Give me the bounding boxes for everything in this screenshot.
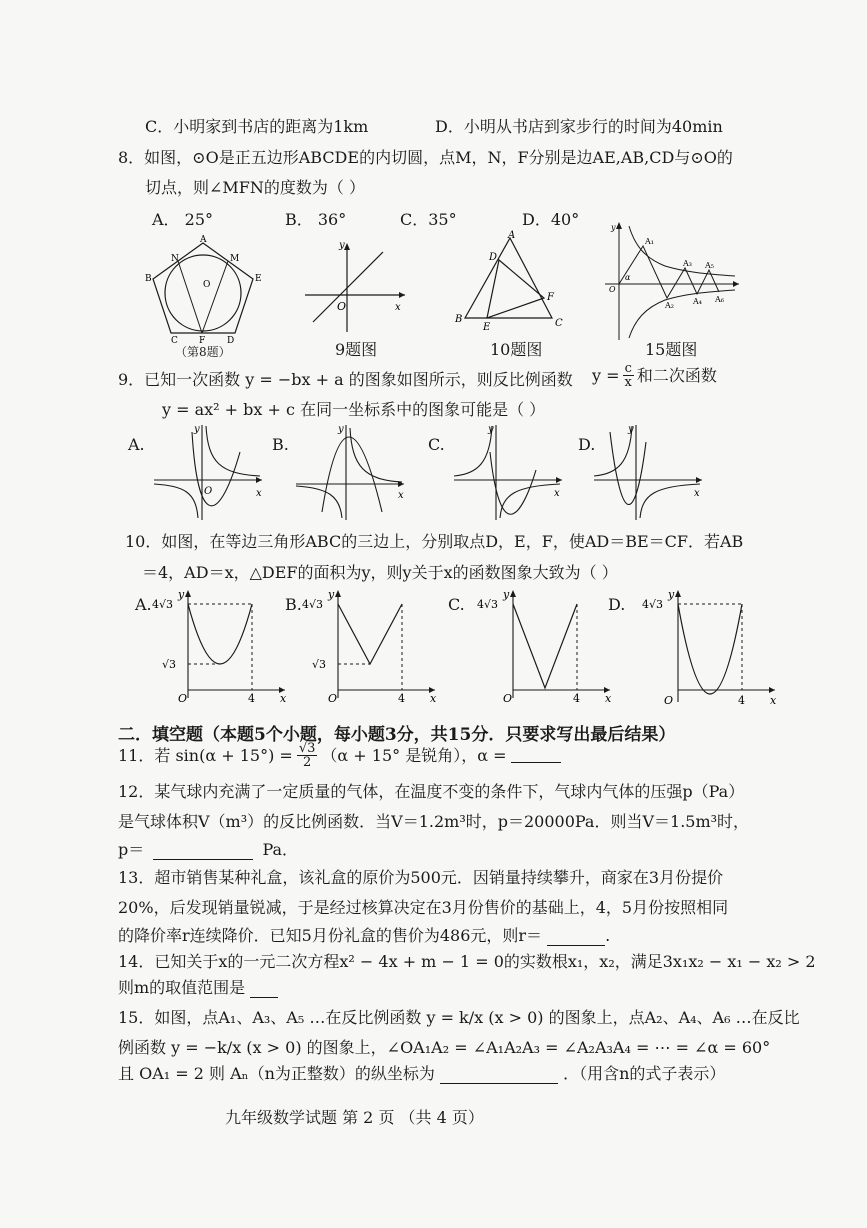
q13-line3: 的降价率r连续降价．已知5月份礼盒的售价为486元，则r＝ [118, 926, 543, 945]
svg-text:x: x [398, 490, 404, 501]
svg-text:M: M [230, 254, 240, 264]
q7-option-d: D．小明从书店到家步行的时间为40min [435, 117, 723, 136]
q9-reciprocal-fraction [623, 362, 634, 389]
q15-line3-suffix: ．（用含n的式子表示） [563, 1064, 726, 1083]
svg-text:F: F [547, 292, 554, 303]
q8-stem-line2: 切点，则∠MFN的度数为（ ） [145, 178, 365, 197]
q12-line3-suffix: Pa． [262, 840, 299, 859]
svg-text:A: A [508, 230, 516, 241]
figure-9-caption: 9题图 [335, 340, 378, 359]
q12-line1: 12．某气球内充满了一定质量的气体，在温度不变的条件下，气球内气体的压强p（Pa） [118, 782, 745, 801]
svg-text:y: y [339, 240, 345, 251]
q10-a-ylabel: y [178, 588, 185, 601]
q10-option-c-graph [475, 588, 615, 706]
svg-text:C: C [171, 336, 178, 346]
svg-text:N: N [171, 254, 179, 264]
q10-option-d-label: D. [608, 595, 626, 614]
q15-line2: 例函数 y = −k/x (x > 0) 的图象上，∠OA₁A₂ = ∠A₁A₂A₃ = ∠A₂A₃A₄ = ⋯ = ∠α = 60° [118, 1038, 771, 1057]
q10-a-xtick: 4 [248, 692, 255, 705]
q10-c-xlabel: x [605, 692, 612, 705]
q9-option-b-graph [292, 422, 407, 522]
q10-option-d-graph [640, 588, 780, 710]
svg-text:A₄: A₄ [693, 297, 702, 306]
svg-text:A₅: A₅ [705, 261, 714, 270]
q10-option-b-label: B. [285, 595, 302, 614]
figure-8-pentagon [145, 235, 265, 345]
q9-reciprocal-function [592, 362, 717, 389]
q9-stem-line1: 9．已知一次函数 y = −bx + a 的图象如图所示，则反比例函数 [118, 370, 573, 389]
svg-text:x: x [694, 488, 700, 499]
svg-text:B: B [145, 274, 152, 284]
q10-b-origin: O [328, 692, 338, 705]
q15-line3 [118, 1064, 725, 1084]
q12-line3 [118, 840, 298, 860]
q15-line3-prefix: 且 OA₁ = 2 则 Aₙ（n为正整数）的纵坐标为 [118, 1064, 435, 1083]
q10-option-a-label: A. [135, 595, 152, 614]
svg-text:B: B [455, 314, 463, 325]
q10-b-ytick-top: 4√3 [302, 598, 324, 611]
q10-b-xtick: 4 [398, 692, 405, 705]
q8-option-b: B． 36° [285, 210, 347, 229]
q9-option-c-label: C. [428, 435, 445, 454]
svg-text:E: E [483, 322, 491, 333]
q10-b-xlabel: x [430, 692, 437, 705]
q8-option-d: D．40° [522, 210, 580, 229]
q8-option-c: C．35° [400, 210, 457, 229]
q10-d-origin: O [664, 694, 674, 707]
q9-option-d-label: D. [578, 435, 596, 454]
q10-d-xlabel: x [770, 694, 777, 707]
q10-option-b-graph [300, 588, 440, 706]
q11-answer-blank [511, 748, 561, 763]
q10-option-c-label: C. [448, 595, 465, 614]
figure-8-caption: （第8题） [175, 345, 231, 359]
section-2-title: 二．填空题（本题5个小题，每小题3分，共15分．只要求写出最后结果） [118, 725, 676, 745]
q10-b-ytick-mid: √3 [312, 658, 327, 671]
q9-stem-line2: y = ax² + bx + c 在同一坐标系中的图象可能是（ ） [162, 400, 546, 419]
q10-d-ylabel: y [668, 588, 675, 601]
q14-line1: 14．已知关于x的一元二次方程x² − 4x + m − 1 = 0的实数根x₁，x₂，满足3x₁x₂ − x₁ − x₂ > 2 [118, 952, 816, 971]
q10-a-ytick-top: 4√3 [152, 598, 174, 611]
svg-text:D: D [227, 336, 235, 346]
svg-text:y: y [194, 424, 200, 435]
figure-9-line-graph [295, 240, 410, 335]
svg-text:x: x [256, 488, 262, 499]
q10-b-ylabel: y [328, 588, 335, 601]
q12-line3-prefix: p＝ [118, 840, 145, 859]
q10-stem-line2: ＝4，AD＝x，△DEF的面积为y，则y关于x的函数图象大致为（ ） [142, 563, 618, 582]
q10-c-xtick: 4 [573, 692, 580, 705]
q14-line2: 则m的取值范围是 [118, 978, 246, 997]
svg-text:O: O [203, 280, 211, 290]
q9-option-a-graph [150, 422, 265, 522]
page-footer: 九年级数学试题 第 2 页 （共 4 页） [225, 1108, 484, 1127]
q15-answer-blank [440, 1067, 558, 1084]
q10-a-ytick-mid: √3 [162, 658, 177, 671]
svg-text:O: O [609, 285, 616, 294]
q9-reciprocal-numerator: c [623, 362, 634, 376]
svg-text:O: O [337, 300, 347, 313]
svg-text:A₂: A₂ [665, 301, 674, 310]
q9-and-quadratic: 和二次函数 [636, 365, 717, 385]
svg-text:C: C [555, 318, 563, 329]
svg-text:x: x [395, 302, 401, 313]
q10-c-ytick-top: 4√3 [477, 598, 499, 611]
q9-reciprocal-denominator: x [624, 375, 632, 390]
q7-option-c: C．小明家到书店的距离为1km [145, 117, 369, 136]
q11-numerator: √3 [298, 741, 316, 756]
q11-lhs: 11．若 sin(α + 15°) = [118, 745, 293, 765]
q8-stem-line1: 8．如图，⊙O是正五边形ABCDE的内切圆，点M，N，F分别是边AE,AB,CD与⊙O的 [118, 148, 733, 167]
q14-answer-blank [250, 981, 278, 998]
q9-option-d-graph [590, 422, 705, 522]
q10-d-ytick-top: 4√3 [642, 598, 664, 611]
figure-10-triangle [455, 232, 570, 337]
figure-10-caption: 10题图 [490, 340, 543, 359]
q13-line3-wrap: 的降价率r连续降价．已知5月份礼盒的售价为486元，则r＝ . [118, 926, 611, 945]
svg-text:y: y [628, 424, 634, 435]
q11-line [118, 742, 561, 769]
q11-rhs: （α + 15° 是锐角），α = [321, 745, 507, 765]
q10-c-origin: O [503, 692, 513, 705]
q10-option-a-graph [150, 588, 290, 706]
svg-text:A₆: A₆ [715, 295, 724, 304]
svg-text:F: F [199, 336, 206, 346]
q9-option-b-label: B. [272, 435, 289, 454]
q12-line2: 是气球体积V（m³）的反比例函数．当V＝1.2m³时，p＝20000Pa．则当V＝1.5m³时， [118, 812, 750, 831]
q10-d-xtick: 4 [738, 694, 745, 707]
q12-answer-blank [153, 843, 253, 860]
q10-c-ylabel: y [503, 588, 510, 601]
q10-stem-line1: 10．如图，在等边三角形ABC的三边上，分别取点D，E，F，使AD＝BE＝CF．若AB [125, 532, 744, 551]
q10-a-origin: O [178, 692, 188, 705]
svg-text:A: A [200, 235, 207, 245]
svg-text:D: D [489, 252, 498, 263]
svg-text:x: x [554, 488, 560, 499]
q10-a-xlabel: x [280, 692, 287, 705]
svg-text:E: E [255, 274, 262, 284]
figure-15-zigzag [605, 220, 745, 345]
q9-reciprocal-lhs: y = [592, 365, 620, 385]
q11-fraction [297, 742, 318, 769]
q11-denominator: 2 [302, 755, 312, 770]
svg-text:y: y [611, 223, 616, 232]
q9-option-a-label: A. [128, 435, 145, 454]
figure-15-caption: 15题图 [645, 340, 698, 359]
q15-line1: 15．如图，点A₁、A₃、A₅ …在反比例函数 y = k/x (x > 0) 的图象上，点A₂、A₄、A₆ …在反比 [118, 1008, 800, 1027]
svg-text:O: O [204, 486, 213, 497]
svg-text:A₁: A₁ [645, 237, 654, 246]
q13-answer-blank [547, 929, 605, 946]
q9-option-c-graph [450, 422, 565, 522]
svg-text:y: y [488, 424, 494, 435]
svg-text:y: y [338, 424, 344, 435]
q13-line2: 20%，后发现销量锐减，于是经过核算决定在3月份售价的基础上，4，5月份按照相同 [118, 898, 729, 917]
svg-text:α: α [625, 273, 631, 282]
svg-text:A₃: A₃ [683, 259, 692, 268]
q8-option-a: A． 25° [152, 210, 214, 229]
q13-line1: 13．超市销售某种礼盒，该礼盒的原价为500元．因销量持续攀升，商家在3月份提价 [118, 868, 724, 887]
q14-line2-wrap [118, 978, 278, 998]
